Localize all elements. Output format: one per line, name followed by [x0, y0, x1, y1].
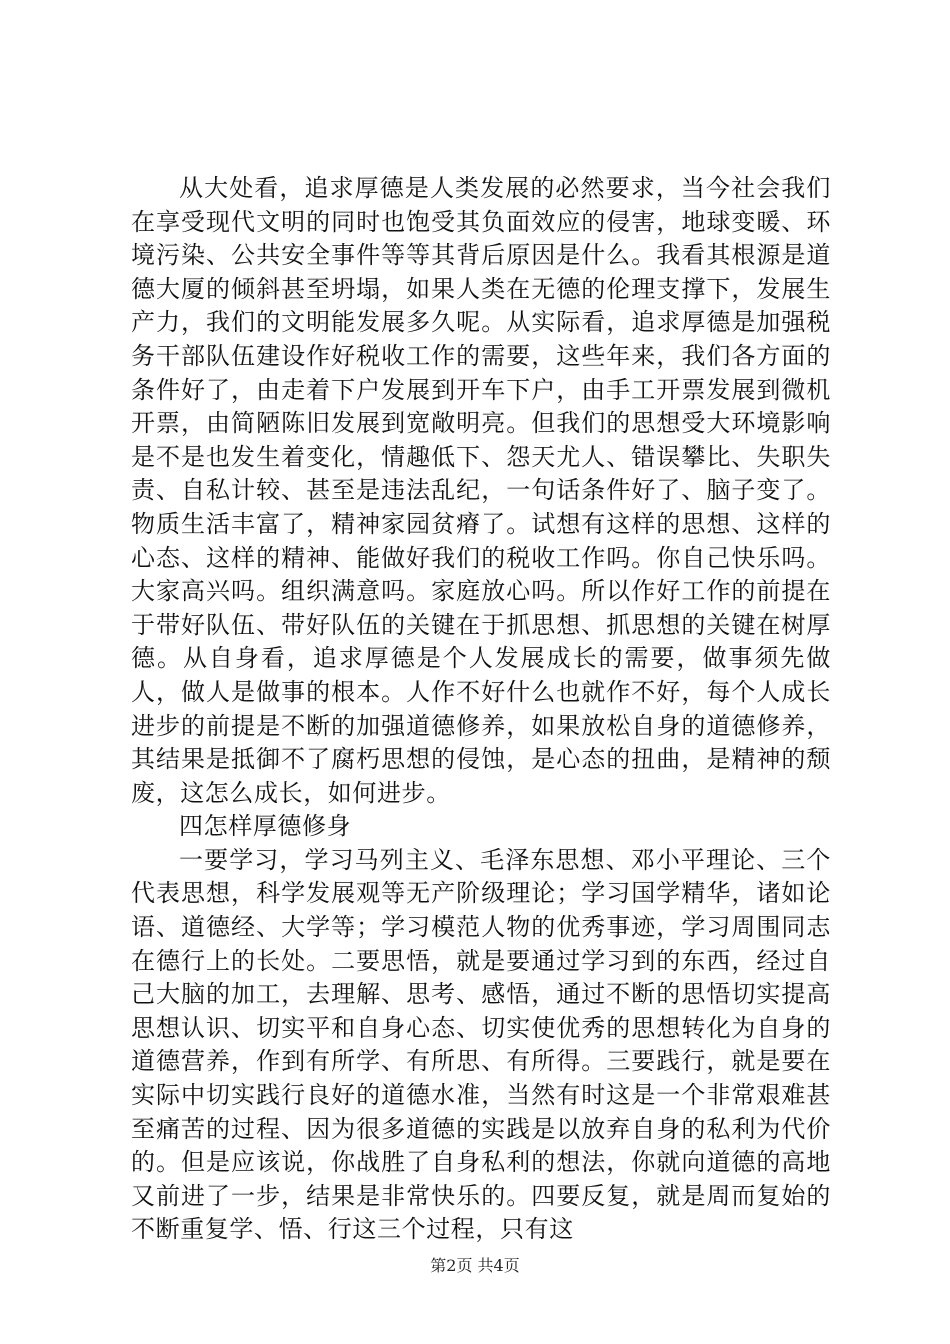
section-heading: 四怎样厚德修身 [179, 812, 352, 841]
page-number-footer: 第2页 共4页 [430, 1256, 520, 1275]
paragraph-how-to-cultivate: 一要学习，学习马列主义、毛泽东思想、邓小平理论、三个代表思想，科学发展观等无产阶级理论；学习国学精华，诸如论语、道德经、大学等；学习模范人物的优秀事迹，学习周围同志在德行上的长处。二要思悟，就是要通过学习到的东西，经过自己大脑的加工，去理解、思考、感悟，通过不断的思悟切实提高思想认识、切实平和自身心态、切实使优秀的思想转化为自身的道德营养，作到有所学、有所思、有所得。三要践行，就是要在实际中切实践行良好的道德水准，当然有时这是一个非常艰难甚至痛苦的过程、因为很多道德的实践是以放弃自身的私利为代价的。但是应该说，你战胜了自身私利的想法，你就向道德的高地又前进了一步，结果是非常快乐的。四要反复，就是周而复始的不断重复学、悟、行这三个过程，只有这 [131, 845, 831, 1244]
paragraph-why-pursue-virtue: 从大处看，追求厚德是人类发展的必然要求，当今社会我们在享受现代文明的同时也饱受其负面效应的侵害，地球变暖、环境污染、公共安全事件等等其背后原因是什么。我看其根源是道德大厦的倾斜甚至坍塌，如果人类在无德的伦理支撑下，发展生产力，我们的文明能发展多久呢。从实际看，追求厚德是加强税务干部队伍建设作好税收工作的需要，这些年来，我们各方面的条件好了，由走着下户发展到开车下户，由手工开票发展到微机开票，由简陋陈旧发展到宽敞明亮。但我们的思想受大环境影响是不是也发生着变化，情趣低下、怨天尤人、错误攀比、失职失责、自私计较、甚至是违法乱纪，一句话条件好了、脑子变了。物质生活丰富了，精神家园贫瘠了。试想有这样的思想、这样的心态、这样的精神、能做好我们的税收工作吗。你自己快乐吗。大家高兴吗。组织满意吗。家庭放心吗。所以作好工作的前提在于带好队伍、带好队伍的关键在于抓思想、抓思想的关键在树厚德。从自身看，追求厚德是个人发展成长的需要，做事须先做人，做人是做事的根本。人作不好什么也就作不好，每个人成长进步的前提是不断的加强道德修养，如果放松自身的道德修养，其结果是抵御不了腐朽思想的侵蚀，是心态的扭曲，是精神的颓废，这怎么成长，如何进步。 [131, 174, 831, 807]
document-body [131, 172, 831, 1247]
